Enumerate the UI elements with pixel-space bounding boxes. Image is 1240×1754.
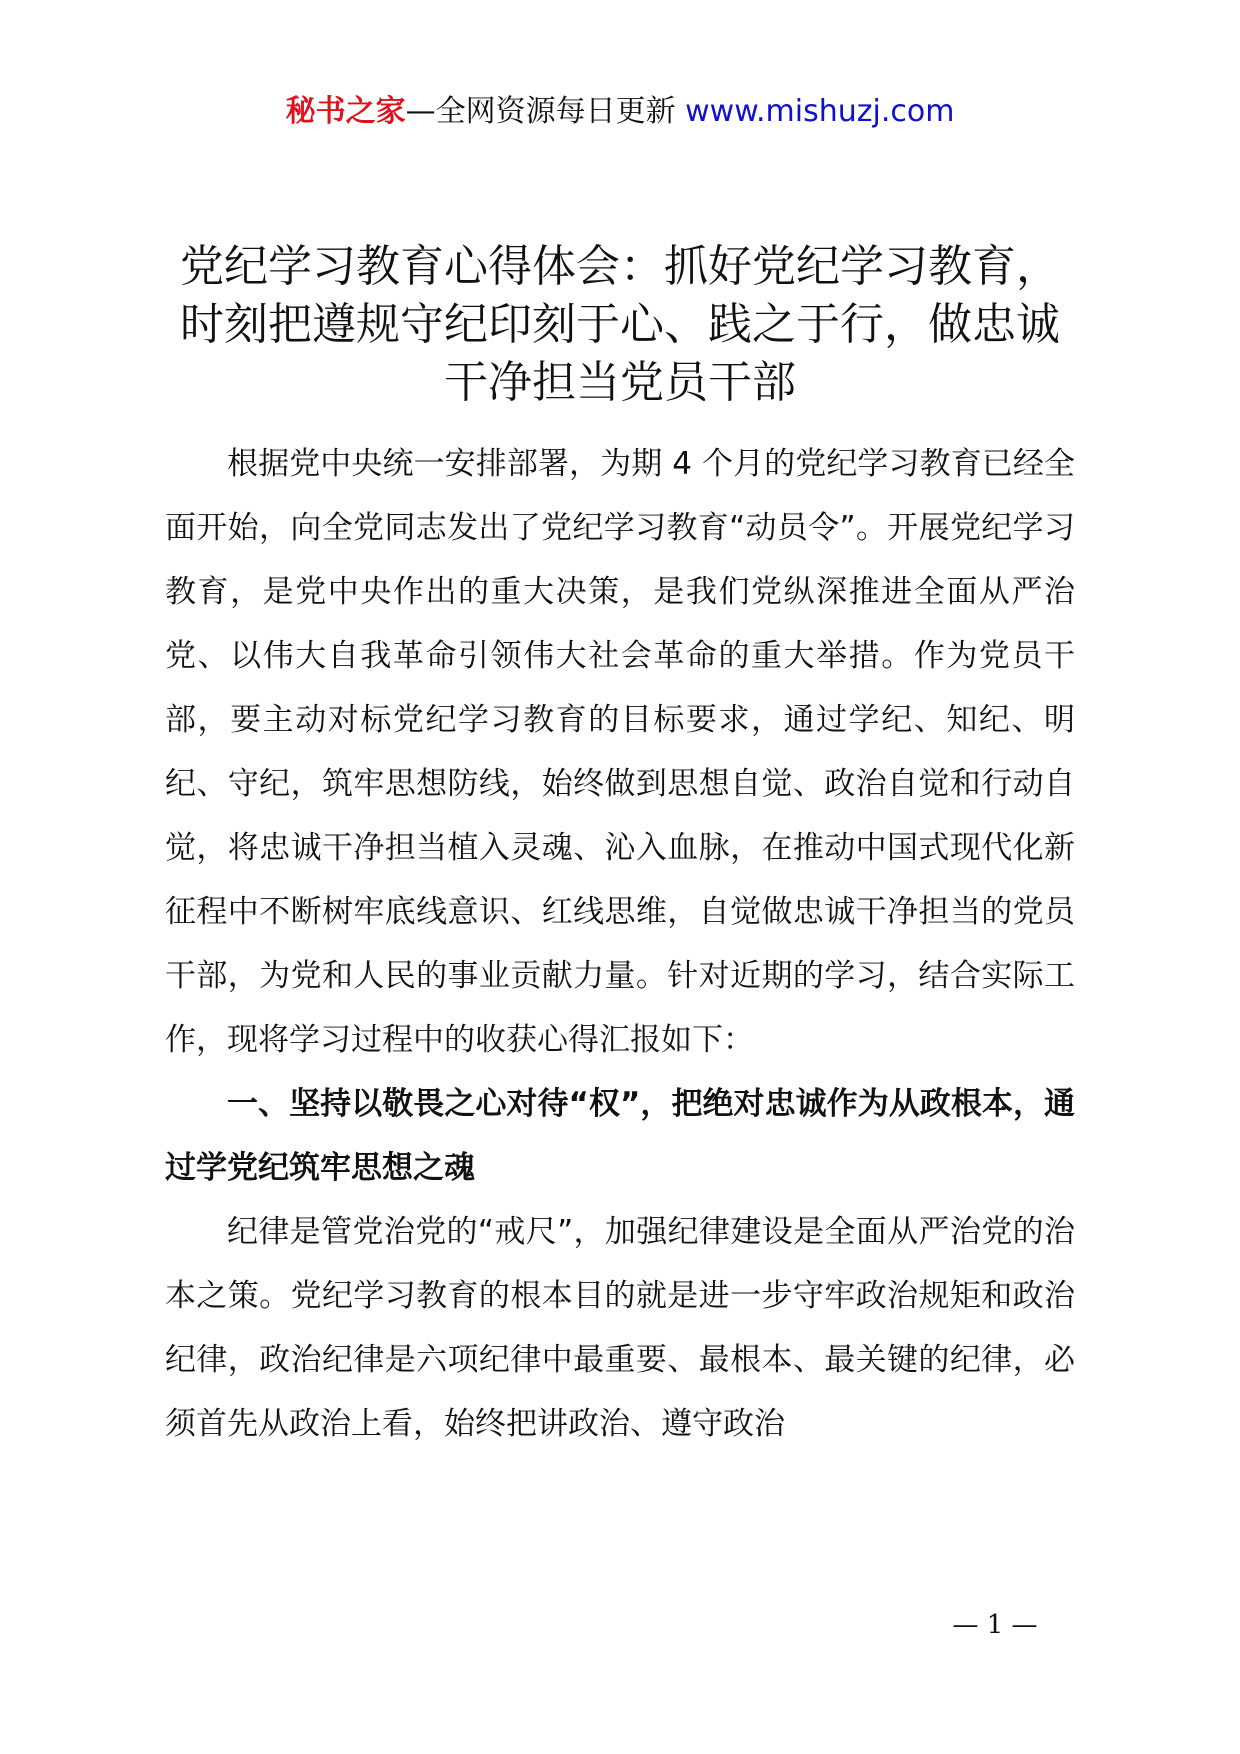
- section-heading-1: 一、坚持以敬畏之心对待“权”，把绝对忠诚作为从政根本，通过学党纪筑牢思想之魂: [165, 1086, 1075, 1186]
- banner-tagline: —全网资源每日更新: [405, 94, 686, 129]
- site-banner: [0, 92, 1240, 132]
- document-body: [165, 432, 1075, 1456]
- intro-paragraph: 根据党中央统一安排部署，为期 4 个月的党纪学习教育已经全面开始，向全党同志发出了党纪学习教育“动员令”。开展党纪学习教育，是党中央作出的重大决策，是我们党纵深推进全面从严治党、以伟大自我革命引领伟大社会革命的重大举措。作为党员干部，要主动对标党纪学习教育的目标要求，通过学纪、知纪、明纪、守纪，筑牢思想防线，始终做到思想自觉、政治自觉和行动自觉，将忠诚干净担当植入灵魂、沁入血脉，在推动中国式现代化新征程中不断树牢底线意识、红线思维，自觉做忠诚干净担当的党员干部，为党和人民的事业贡献力量。针对近期的学习，结合实际工作，现将学习过程中的收获心得汇报如下：: [165, 446, 1075, 1058]
- title-line-2: 时刻把遵规守纪印刻于心、践之于行，做忠诚: [180, 299, 1060, 350]
- site-url-link[interactable]: www.mishuzj.com: [685, 94, 955, 129]
- body-paragraph: 纪律是管党治党的“戒尺”，加强纪律建设是全面从严治党的治本之策。党纪学习教育的根本目的就是进一步守牢政治规矩和政治纪律，政治纪律是六项纪律中最重要、最根本、最关键的纪律，必须首先从政治上看，始终把讲政治、遵守政治: [165, 1214, 1075, 1442]
- title-line-3: 干净担当党员干部: [444, 357, 796, 408]
- title-line-1: 党纪学习教育心得体会：抓好党纪学习教育，: [180, 241, 1060, 292]
- page-number: — 1 —: [952, 1610, 1038, 1640]
- brand-name: 秘书之家: [285, 94, 406, 129]
- document-title: [165, 238, 1075, 412]
